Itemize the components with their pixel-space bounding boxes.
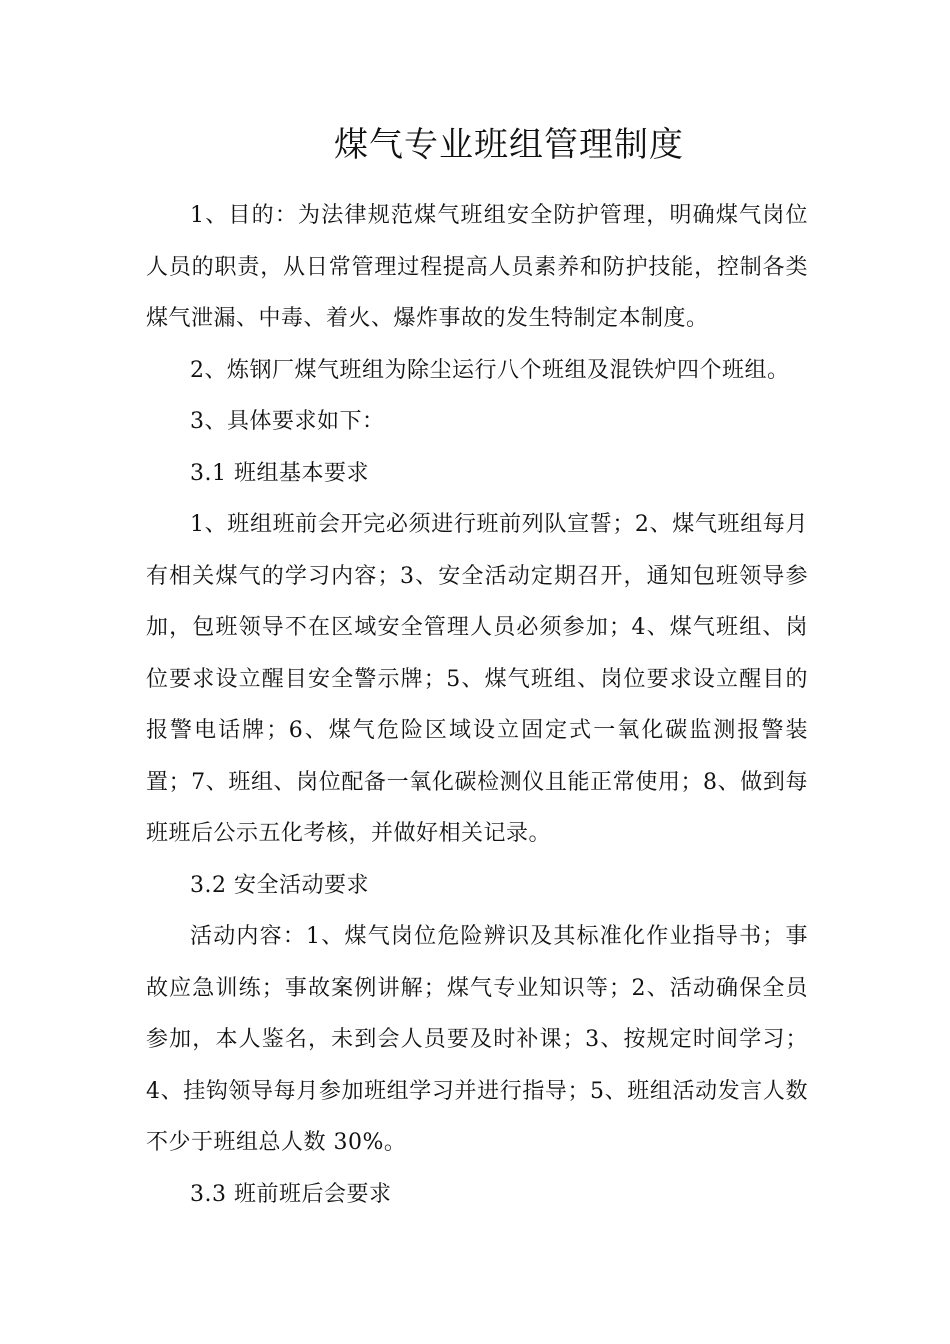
section-heading-3-1: 3.1 班组基本要求 [190, 460, 369, 486]
document-title: 煤气专业班组管理制度 [334, 125, 684, 165]
paragraph-safety-activities: 活动内容：1、煤气岗位危险辨识及其标准化作业指导书；事故应急训练；事故案例讲解；煤气专业知识等；2、活动确保全员参加，本人鉴名，未到会人员要及时补课；3、按规定时间学习；4、挂钩领导每月参加班组学习并进行指导；5、班组活动发言人数不少于班组总人数 30%。 [146, 924, 808, 1155]
paragraph-purpose: 1、目的：为法律规范煤气班组安全防护管理，明确煤气岗位人员的职责，从日常管理过程提高人员素养和防护技能，控制各类煤气泄漏、中毒、着火、爆炸事故的发生特制定本制度。 [146, 203, 808, 331]
paragraph-requirements-intro: 3、具体要求如下： [190, 409, 385, 434]
document-body [146, 190, 808, 1220]
paragraph-team-scope: 2、炼钢厂煤气班组为除尘运行八个班组及混铁炉四个班组。 [190, 357, 790, 383]
paragraph-basic-requirements: 1、班组班前会开完必须进行班前列队宣誓；2、煤气班组每月有相关煤气的学习内容；3、安全活动定期召开，通知包班领导参加，包班领导不在区域安全管理人员必须参加；4、煤气班组、岗位要求设立醒目安全警示牌；5、煤气班组、岗位要求设立醒目的报警电话牌；6、煤气危险区域设立固定式一氧化碳监测报警装置；7、班组、岗位配备一氧化碳检测仪且能正常使用；8、做到每班班后公示五化考核，并做好相关记录。 [146, 512, 808, 846]
section-heading-3-2: 3.2 安全活动要求 [190, 872, 369, 898]
section-heading-3-3: 3.3 班前班后会要求 [190, 1181, 392, 1207]
